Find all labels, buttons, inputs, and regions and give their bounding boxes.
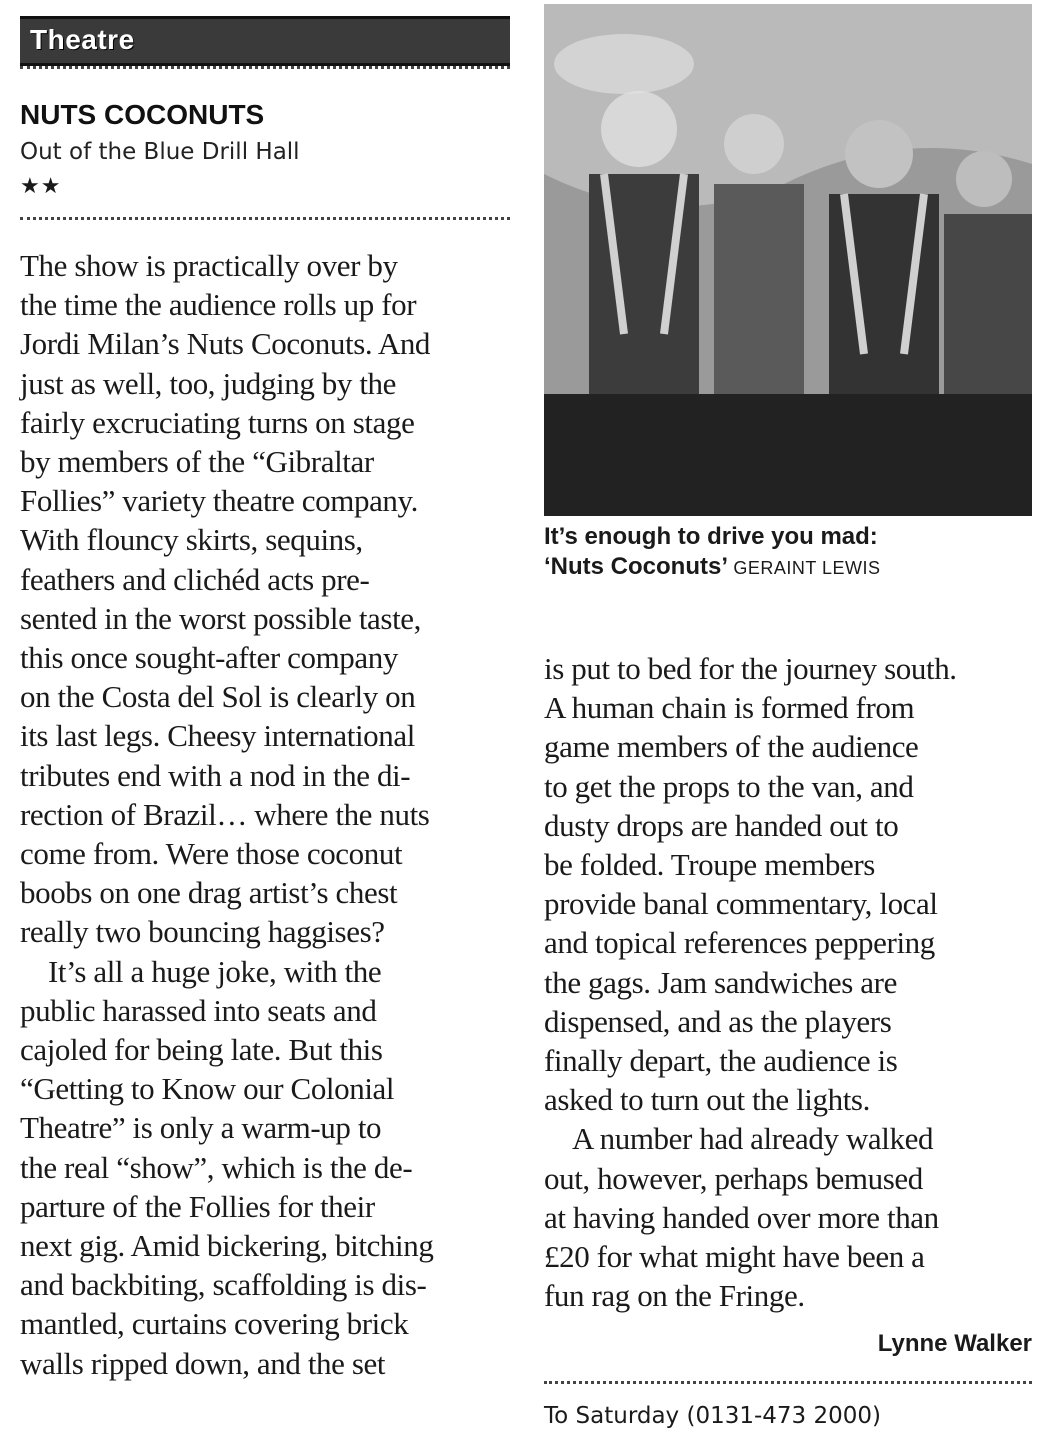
body-line: boobs on one drag artist’s chest xyxy=(20,875,398,911)
body-line: cajoled for being late. But this xyxy=(20,1032,383,1068)
body-line: the real “show”, which is the de- xyxy=(20,1149,413,1185)
body-line: is put to bed for the journey south. xyxy=(544,651,957,686)
body-line: really two bouncing haggises? xyxy=(20,914,385,950)
caption-show-name: ‘Nuts Coconuts’ xyxy=(544,553,727,580)
body-line: public harassed into seats and xyxy=(20,992,377,1028)
review-body-left xyxy=(20,246,510,1383)
body-line: come from. Were those coconut xyxy=(20,836,403,872)
body-line: provide banal commentary, local xyxy=(544,886,938,922)
review-venue: Out of the Blue Drill Hall xyxy=(20,139,300,165)
body-line: by members of the “Gibraltar xyxy=(20,444,374,480)
caption-line: It’s enough to drive you mad: xyxy=(544,523,878,550)
production-photo xyxy=(544,4,1032,516)
photo-caption xyxy=(544,522,1032,583)
body-line: parture of the Follies for their xyxy=(20,1188,375,1224)
body-line: sented in the worst possible taste, xyxy=(20,600,421,636)
body-line: Theatre” is only a warm-up to xyxy=(20,1110,382,1146)
body-line: walls ripped down, and the set xyxy=(20,1345,386,1381)
body-line: and backbiting, scaffolding is dis- xyxy=(20,1267,427,1303)
photo-credit: GERAINT LEWIS xyxy=(733,558,881,578)
left-column xyxy=(20,16,510,1383)
body-line: to get the props to the van, and xyxy=(544,768,914,804)
body-line: out, however, perhaps bemused xyxy=(544,1160,923,1196)
body-line: The show is practically over by xyxy=(20,248,398,283)
body-line: this once sought-after company xyxy=(20,640,398,676)
body-line: mantled, curtains covering brick xyxy=(20,1306,409,1342)
body-line: tributes end with a nod in the di- xyxy=(20,757,411,793)
section-header xyxy=(20,16,510,66)
body-line: fun rag on the Fringe. xyxy=(544,1278,805,1314)
body-line: feathers and clichéd acts pre- xyxy=(20,561,370,597)
body-line: at having handed over more than xyxy=(544,1199,939,1235)
body-line: the time the audience rolls up for xyxy=(20,287,417,323)
body-line: £20 for what might have been a xyxy=(544,1239,925,1275)
review-title: NUTS COCONUTS xyxy=(20,99,265,130)
body-line: Jordi Milan’s Nuts Coconuts. And xyxy=(20,326,431,362)
star-rating: ★★ xyxy=(20,173,62,198)
body-line: “Getting to Know our Colonial xyxy=(20,1071,395,1107)
body-line: next gig. Amid bickering, bitching xyxy=(20,1228,434,1264)
caption-line xyxy=(544,552,1032,583)
body-line: on the Costa del Sol is clearly on xyxy=(20,679,416,715)
body-line: and topical references peppering xyxy=(544,925,935,961)
body-line: dispensed, and as the players xyxy=(544,1003,892,1039)
body-line: fairly excruciating turns on stage xyxy=(20,404,415,440)
right-column xyxy=(544,0,1032,1430)
body-line: the gags. Jam sandwiches are xyxy=(544,964,897,1000)
author-byline: Lynne Walker xyxy=(877,1330,1032,1358)
dotted-divider xyxy=(20,66,510,69)
body-line: A human chain is formed from xyxy=(544,690,915,726)
body-line: With flouncy skirts, sequins, xyxy=(20,522,363,558)
body-line: rection of Brazil… where the nuts xyxy=(20,796,430,832)
review-body-right xyxy=(544,649,1032,1315)
listing-info: To Saturday (0131-473 2000) xyxy=(544,1403,882,1430)
dotted-divider xyxy=(544,1381,1032,1384)
body-line: just as well, too, judging by the xyxy=(20,365,396,401)
body-line: dusty drops are handed out to xyxy=(544,807,899,843)
body-line: game members of the audience xyxy=(544,729,919,765)
body-line: be folded. Troupe members xyxy=(544,847,875,883)
performers-illustration xyxy=(544,4,1032,516)
body-line: Follies” variety theatre company. xyxy=(20,483,418,519)
body-line: its last legs. Cheesy international xyxy=(20,718,415,754)
body-line: finally depart, the audience is xyxy=(544,1043,898,1079)
section-title: Theatre xyxy=(30,24,135,55)
dotted-divider xyxy=(20,217,510,220)
body-line: asked to turn out the lights. xyxy=(544,1082,870,1118)
body-line: A number had already walked xyxy=(572,1121,934,1157)
body-line: It’s all a huge joke, with the xyxy=(48,953,382,989)
